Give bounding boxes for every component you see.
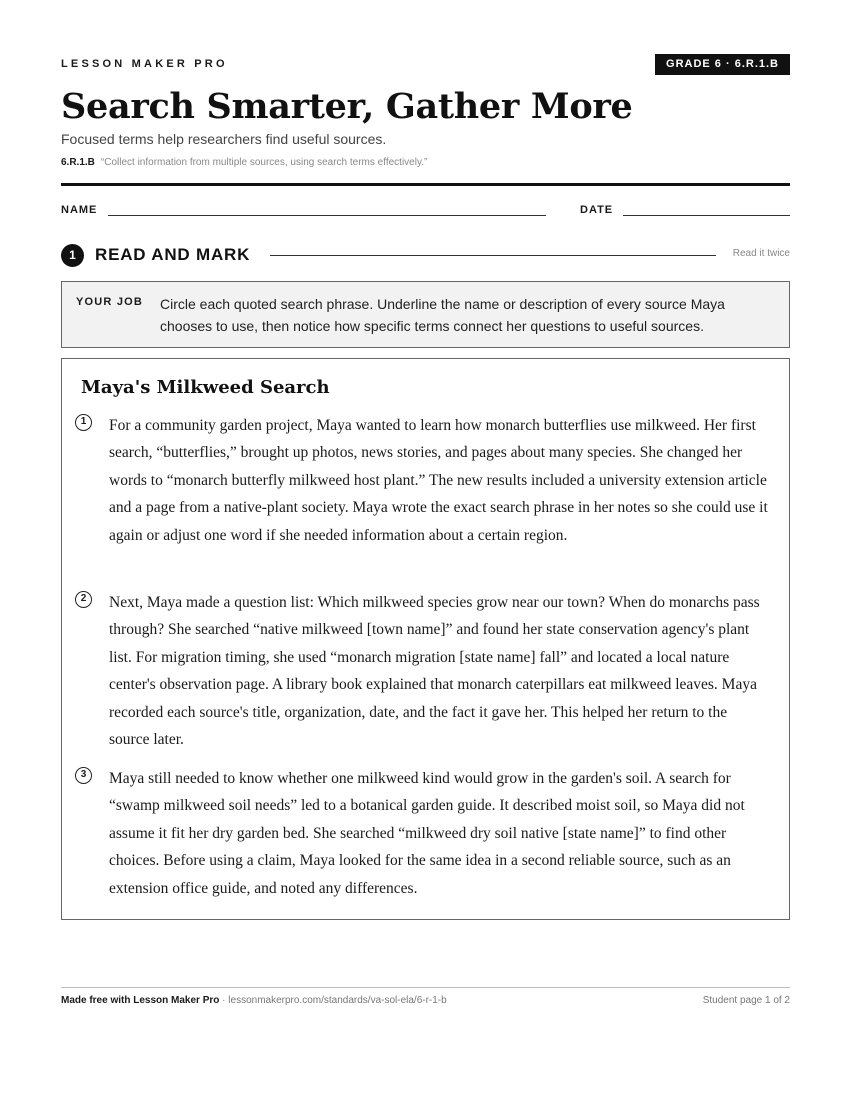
paragraph-text: For a community garden project, Maya wanted to learn how monarch butterflies use milkweed. Her first search, “butterflies,” brought up photos, news stories, and pages about many species. She changed her words to “monarch butterfly milkweed host plant.” The new results included a university extension article and a page from a native-plant society. Maya wrote the exact search phrase in her notes so she could use it again or adjust one word if she needed information about a certain region. [109,417,768,544]
footer-made-with: Made free with Lesson Maker Pro [61,995,220,1006]
worksheet-page [61,0,790,1100]
your-job-label: YOUR JOB [76,296,144,308]
standard-line [61,157,427,168]
date-label: DATE [580,204,614,216]
your-job-box [61,281,790,348]
your-job-text: Circle each quoted search phrase. Underline the name or description of every source Maya chooses to use, then notice how specific terms connect her questions to useful sources. [160,296,725,334]
passage-title: Maya's Milkweed Search [81,377,330,398]
name-label: NAME [61,204,98,216]
paragraph-text: Next, Maya made a question list: Which milkweed species grow near our town? When do monarchs pass through? She searched “native milkweed [town name]” and found her state conservation agency's plant list. For migration timing, she used “monarch migration [state name] fall” and located a local nature center's observation page. A library book explained that monarch caterpillars eat milkweed leaves. Maya recorded each source's title, organization, date, and the fact it gave her. This helped her return to the source later. [109,594,760,749]
paragraph-number-badge: 1 [75,414,92,431]
grade-badge: GRADE 6 · 6.R.1.B [655,54,790,75]
section-rule [270,255,716,256]
footer-credit [61,995,447,1006]
page-subtitle: Focused terms help researchers find useful sources. [61,131,387,147]
footer-divider [61,987,790,988]
step-number-badge: 1 [61,244,84,267]
section-read-and-mark [61,243,790,267]
date-field[interactable] [623,215,790,216]
footer-separator: · [219,995,229,1006]
paragraph-text: Maya still needed to know whether one milkweed kind would grow in the garden's soil. A search for “swamp milkweed soil needs” led to a botanical garden guide. It described moist soil, so Maya did not assume it fit her dry garden bed. She searched “milkweed dry soil native [state name]” to find other choices. Before using a claim, Maya looked for the same idea in a second reliable source, such as an extension office guide, and noted any differences. [109,770,745,897]
footer-url[interactable]: lessonmakerpro.com/standards/va-sol-ela/6-r-1-b [228,995,447,1006]
page-indicator: Student page 1 of 2 [702,995,790,1006]
paragraph-number-badge: 3 [75,767,92,784]
name-date-row [61,204,790,220]
section-note: Read it twice [732,248,790,259]
paragraph-number-badge: 2 [75,591,92,608]
header-divider [61,183,790,186]
section-title: READ AND MARK [95,245,251,264]
standard-text: “Collect information from multiple sources, using search terms effectively.” [100,157,428,168]
name-field[interactable] [108,215,546,216]
reading-passage-box [61,358,790,920]
standard-code: 6.R.1.B [61,157,95,168]
brand-name: LESSON MAKER PRO [61,58,228,70]
page-title: Search Smarter, Gather More [61,86,633,127]
